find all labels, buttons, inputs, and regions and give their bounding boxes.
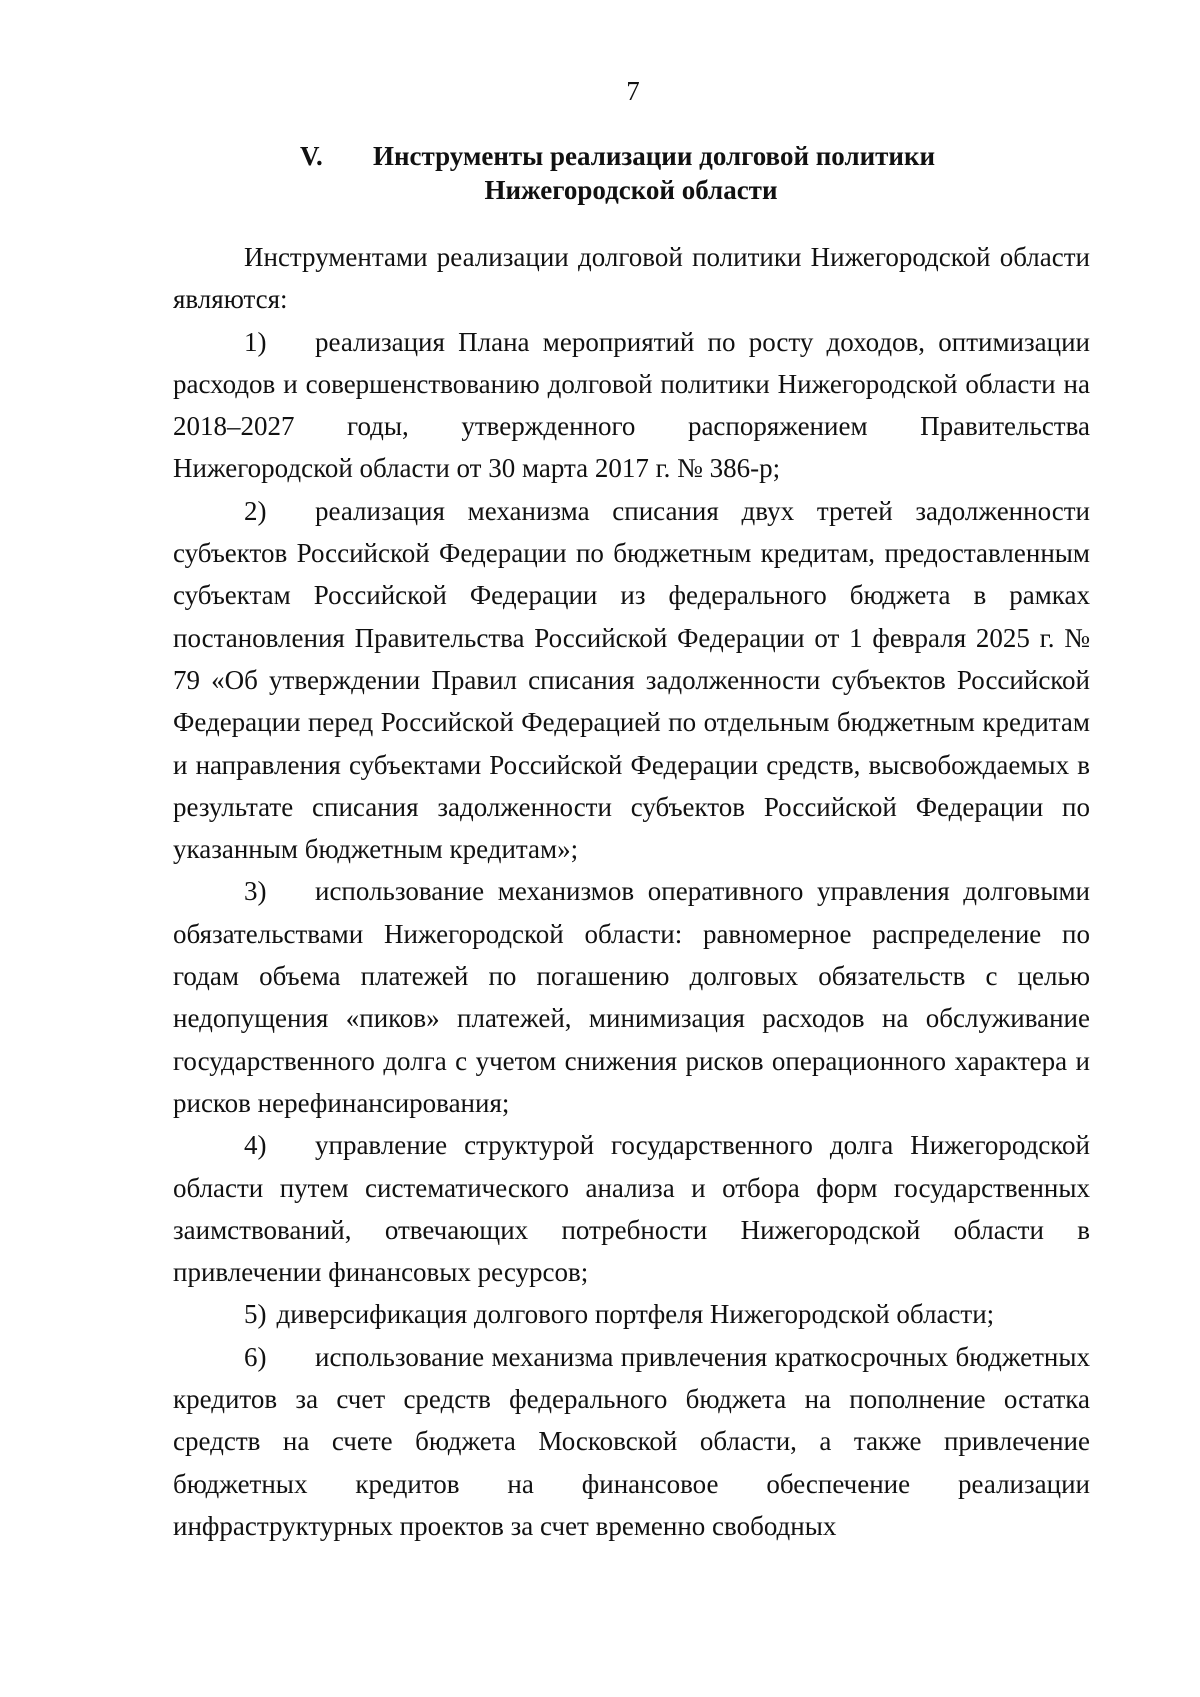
item-text: управление структурой государственного долга Нижегородской области путем систематического анализа и отбора форм государственных заимствований, отвечающих потребности Нижегородской области в привлечении финансовых ресурсов; xyxy=(173,1130,1090,1288)
item-text: реализация Плана мероприятий по росту доходов, оптимизации расходов и совершенствованию долговой политики Нижегородской области на 2018–2027 годы, утвержденного распоряжением Правительства Нижегородской области от 30 марта 2017 г. № 386-р; xyxy=(173,326,1090,484)
list-item-6 xyxy=(173,1336,1090,1547)
item-text: диверсификация долгового портфеля Нижегородской области; xyxy=(276,1299,995,1330)
item-number: 3) xyxy=(244,876,267,907)
item-number: 4) xyxy=(244,1130,267,1161)
list-item-5 xyxy=(173,1293,1090,1335)
item-number: 6) xyxy=(244,1341,267,1372)
list-item-2 xyxy=(173,490,1090,871)
item-text: реализация механизма списания двух третей задолженности субъектов Российской Федерации по бюджетным кредитам, предоставленным субъектам Российской Федерации из федерального бюджета в рамках постановления Правительства Российской Федерации от 1 февраля 2025 г. № 79 «Об утверждении Правил списания задолженности субъектов Российской Федерации перед Российской Федерацией по отдельным бюджетным кредитам и направления субъектами Российской Федерации средств, высвобождаемых в результате списания задолженности субъектов Российской Федерации по указанным бюджетным кредитам»; xyxy=(173,495,1090,865)
item-number: 1) xyxy=(244,326,267,357)
item-number: 2) xyxy=(244,495,267,526)
list-item-3 xyxy=(173,870,1090,1124)
section-title-line2: Нижегородской области xyxy=(484,175,778,205)
item-number: 5) xyxy=(244,1299,267,1330)
item-text: использование механизма привлечения краткосрочных бюджетных кредитов за счет средств федерального бюджета на пополнение остатка средств на счете бюджета Московской области, а также привлечение бюджетных кредитов на финансовое обеспечение реализации инфраструктурных проектов за счет временно свободных xyxy=(173,1341,1090,1541)
section-numeral: V. xyxy=(300,141,323,171)
list-item-4 xyxy=(173,1124,1090,1293)
section-title-line1: Инструменты реализации долговой политики xyxy=(373,141,936,171)
item-text: использование механизмов оперативного управления долговыми обязательствами Нижегородской области: равномерное распределение по годам объема платежей по погашению долговых обязательств с целью недопущения «пиков» платежей, минимизация расходов на обслуживание государственного долга с учетом снижения рисков операционного характера и рисков нерефинансирования; xyxy=(173,876,1090,1118)
page-number: 7 xyxy=(626,76,640,106)
body-text xyxy=(173,236,1090,1547)
list-item-1 xyxy=(173,321,1090,490)
intro-paragraph: Инструментами реализации долговой политики Нижегородской области являются: xyxy=(173,242,1090,315)
